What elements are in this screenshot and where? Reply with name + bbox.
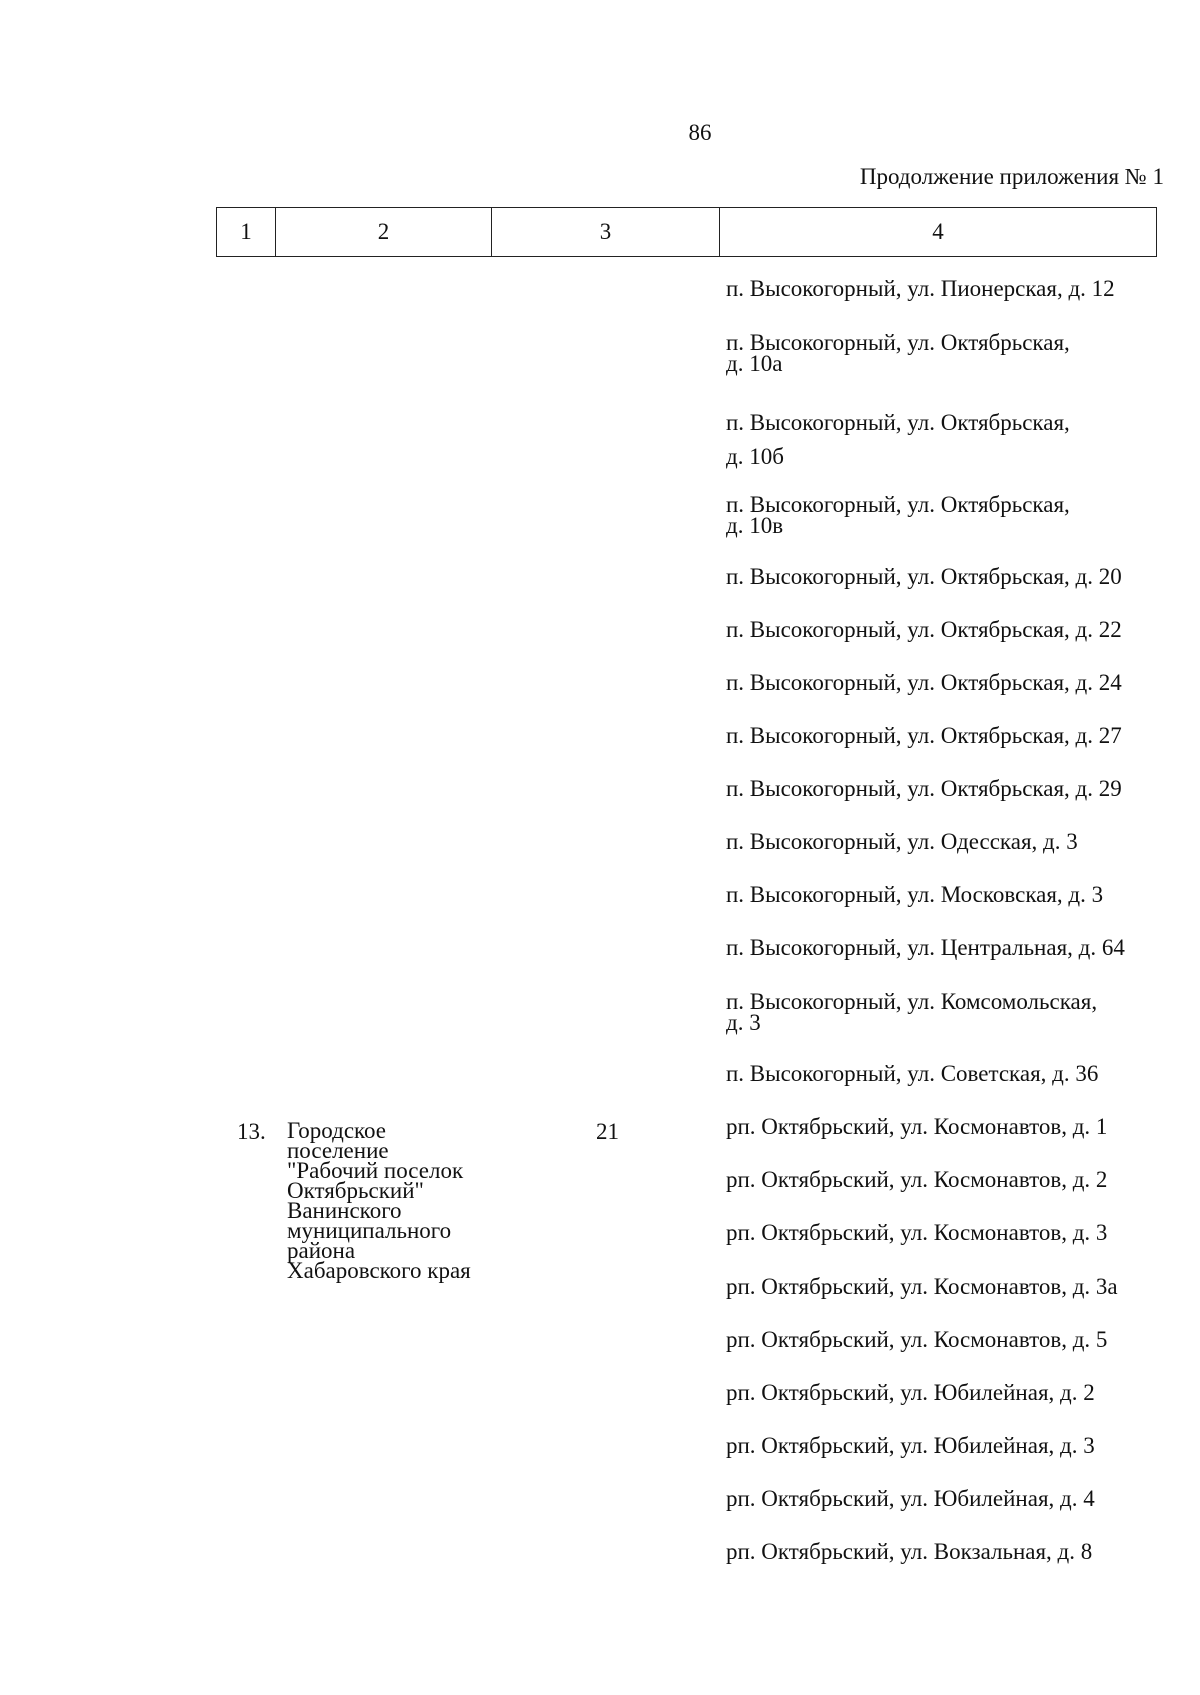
address-entry: п. Высокогорный, ул. Октябрьская, д. 10а (726, 330, 1070, 376)
page-number: 86 (688, 120, 712, 145)
address-entry: рп. Октябрьский, ул. Космонавтов, д. 5 (726, 1327, 1108, 1352)
municipality-name: Городское поселение "Рабочий поселок Октябрьский" Ванинского муниципального района Хабаровского края (287, 1118, 471, 1283)
address-entry: рп. Октябрьский, ул. Юбилейная, д. 3 (726, 1433, 1095, 1458)
column-header-2: 2 (276, 208, 492, 256)
row-number: 13. (237, 1119, 266, 1144)
address-entry: п. Высокогорный, ул. Пионерская, д. 12 (726, 276, 1115, 301)
address-entry: рп. Октябрьский, ул. Юбилейная, д. 2 (726, 1380, 1095, 1405)
address-entry: п. Высокогорный, ул. Октябрьская, д. 27 (726, 723, 1122, 748)
address-entry: п. Высокогорный, ул. Октябрьская, д. 10в (726, 492, 1070, 538)
address-entry: п. Высокогорный, ул. Одесская, д. 3 (726, 829, 1078, 854)
address-entry: рп. Октябрьский, ул. Космонавтов, д. 2 (726, 1167, 1108, 1192)
address-entry: п. Высокогорный, ул. Советская, д. 36 (726, 1061, 1099, 1086)
address-entry: п. Высокогорный, ул. Октябрьская, д. 20 (726, 564, 1122, 589)
address-entry: п. Высокогорный, ул. Комсомольская, д. 3 (726, 989, 1098, 1035)
address-entry: рп. Октябрьский, ул. Юбилейная, д. 4 (726, 1486, 1095, 1511)
column-header-4: 4 (932, 219, 944, 244)
address-entry: п. Высокогорный, ул. Октябрьская, д. 29 (726, 776, 1122, 801)
building-count: 21 (596, 1119, 619, 1144)
table-header (216, 207, 1157, 257)
address-entry: рп. Октябрьский, ул. Вокзальная, д. 8 (726, 1539, 1093, 1564)
address-entry: рп. Октябрьский, ул. Космонавтов, д. 1 (726, 1114, 1108, 1139)
continuation-label: Продолжение приложения № 1 (859, 164, 1164, 189)
address-entry: п. Высокогорный, ул. Центральная, д. 64 (726, 935, 1125, 960)
address-entry: п. Высокогорный, ул. Московская, д. 3 (726, 882, 1104, 907)
column-header-1: 1 (217, 208, 276, 256)
address-entry: п. Высокогорный, ул. Октябрьская, д. 22 (726, 617, 1122, 642)
address-entry: рп. Октябрьский, ул. Космонавтов, д. 3 (726, 1220, 1108, 1245)
address-entry: п. Высокогорный, ул. Октябрьская, д. 10б (726, 410, 1070, 469)
column-header-3: 3 (492, 208, 720, 256)
address-entry: п. Высокогорный, ул. Октябрьская, д. 24 (726, 670, 1122, 695)
address-entry: рп. Октябрьский, ул. Космонавтов, д. 3а (726, 1274, 1118, 1299)
